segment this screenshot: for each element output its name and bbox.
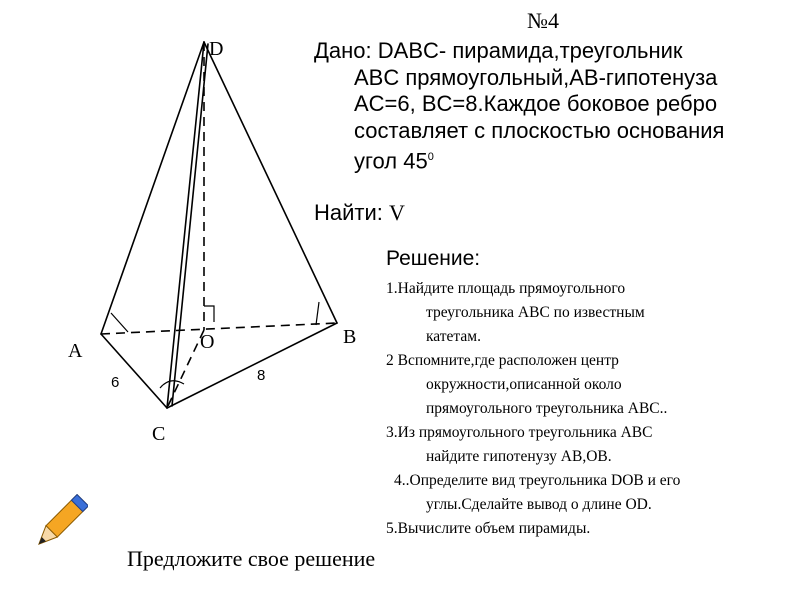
- given-line-4: составляет с плоскостью основания: [354, 117, 725, 143]
- find-label: Найти:: [314, 200, 383, 225]
- step-1: 1.Найдите площадь прямоугольного: [386, 280, 626, 297]
- angle-mark-C: [160, 381, 184, 388]
- step-2: 2 Вспомните,где расположен центр: [386, 352, 619, 369]
- step-2-cont: окружности,описанной около: [426, 376, 622, 393]
- label-O: O: [200, 331, 215, 353]
- given-line-3: AC=6, BC=8.Каждое боковое ребро: [354, 91, 718, 116]
- label-B: B: [343, 326, 357, 348]
- edge-DC: [167, 42, 204, 408]
- given-label: Дано:: [314, 38, 372, 63]
- edge-DB: [204, 42, 337, 323]
- edge-AB-hidden: [101, 323, 337, 334]
- edge-AC: [101, 334, 167, 408]
- angle-mark-A: [111, 313, 128, 332]
- problem-number: №4: [527, 8, 559, 33]
- find-value: V: [389, 200, 405, 225]
- pencil-icon: [28, 494, 88, 556]
- step-4-cont: углы.Сделайте вывод о длине OD.: [426, 496, 652, 513]
- step-3: 3.Из прямоугольного треугольника ABC: [386, 424, 653, 441]
- step-5: 5.Вычислите объем пирамиды.: [386, 520, 591, 537]
- step-1-cont-2: катетам.: [426, 328, 481, 345]
- angle-mark-B: [316, 302, 319, 325]
- step-1-cont: треугольника ABC по известным: [426, 304, 645, 321]
- label-C: C: [152, 423, 166, 445]
- right-angle-O: [204, 306, 214, 322]
- edge-BC: [167, 323, 337, 408]
- suggest-solution: Предложите свое решение: [127, 546, 376, 571]
- label-A: A: [68, 340, 83, 362]
- degree-mark: 0: [427, 151, 434, 163]
- step-4: 4..Определите вид треугольника DOB и его: [394, 472, 681, 489]
- step-2-cont-2: прямоугольного треугольника ABC..: [426, 400, 668, 417]
- given-line-1: Дано: DABC- пирамида,треугольник: [314, 38, 683, 63]
- solution-title: Решение:: [386, 247, 481, 270]
- given-line-2: ABC прямоугольный,AB-гипотенуза: [354, 64, 718, 90]
- given-line-5: угол $45^0$: [354, 148, 434, 174]
- step-3-cont: найдите гипотенузу AB,OB.: [426, 448, 612, 465]
- label-BC: 8: [257, 367, 266, 384]
- label-AC: 6: [111, 374, 120, 391]
- label-D: D: [209, 38, 224, 60]
